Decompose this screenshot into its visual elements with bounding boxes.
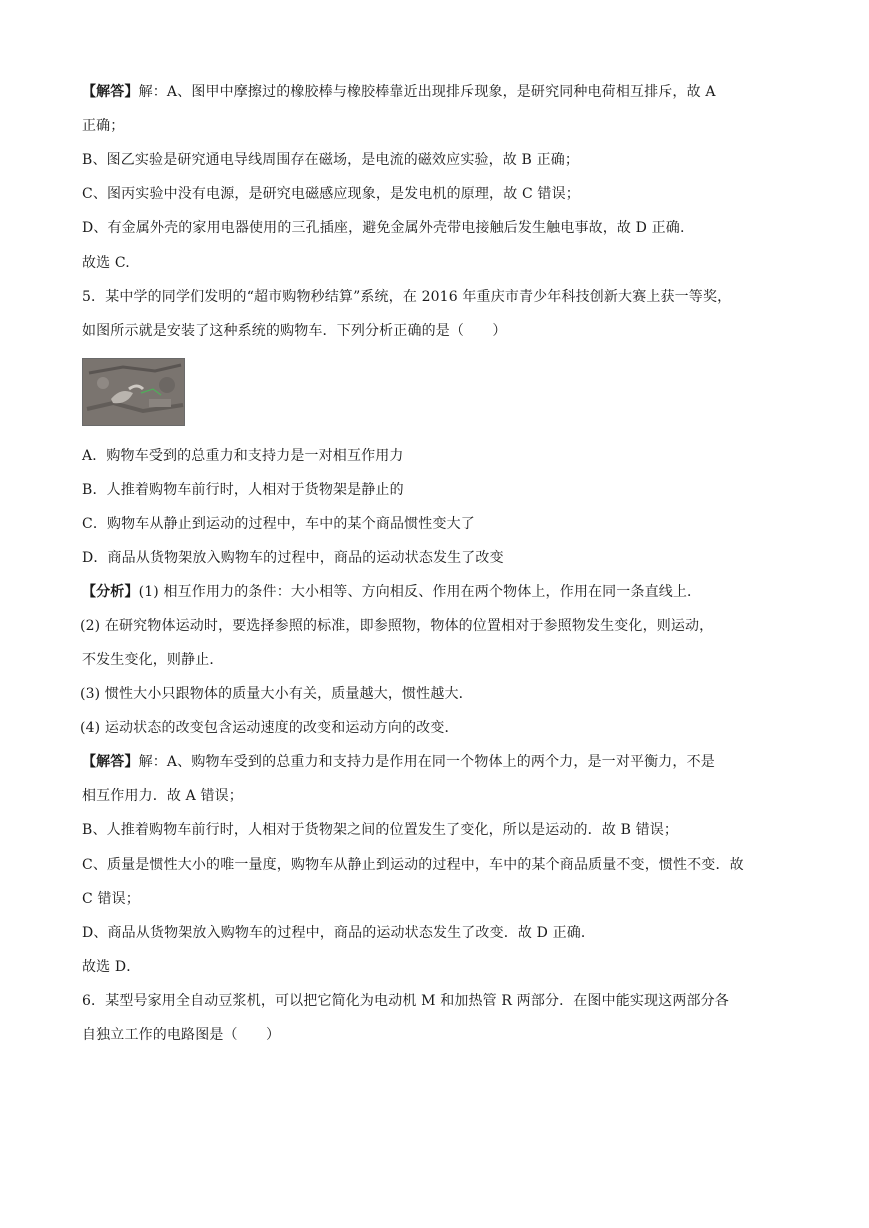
question-5-stem: 5．某中学的同学们发明的“超市购物秒结算”系统，在 2016 年重庆市青少年科技创新大赛上获一等奖，	[82, 289, 732, 305]
analysis-line-1	[82, 582, 701, 602]
analysis-line-2: (2) 在研究物体运动时，要选择参照的标准，即参照物，物体的位置相对于参照物发生变化，则运动，	[80, 618, 714, 634]
analysis-line-3: (3) 惯性大小只跟物体的质量大小有关，质量越大，惯性越大．	[80, 686, 473, 702]
answer-choice: 故选 C.	[82, 255, 130, 271]
solution-line-b: B、人推着购物车前行时，人相对于货物架之间的位置发生了变化，所以是运动的．故 B 错误；	[82, 822, 679, 838]
option-a: A．购物车受到的总重力和支持力是一对相互作用力	[82, 448, 404, 464]
analysis-tag: 【分析】	[82, 584, 139, 600]
option-d: D．商品从货物架放入购物车的过程中，商品的运动状态发生了改变	[82, 550, 504, 566]
solution-line-c-cont: C 错误；	[82, 891, 140, 907]
question-6-stem-cont: 自独立工作的电路图是（ ）	[82, 1027, 281, 1043]
question-6-stem: 6．某型号家用全自动豆浆机，可以把它简化为电动机 M 和加热管 R 两部分．在图中能实现这两部分各	[82, 993, 729, 1009]
question-5-stem-cont: 如图所示就是安装了这种系统的购物车．下列分析正确的是（ ）	[82, 323, 507, 339]
solution-line-d: D、商品从货物架放入购物车的过程中，商品的运动状态发生了改变．故 D 正确．	[82, 925, 596, 941]
analysis-line-2-cont: 不发生变化，则静止．	[82, 652, 224, 668]
solution-line-c: C、质量是惯性大小的唯一量度，购物车从静止到运动的过程中，车中的某个商品质量不变，惯性不变．故	[82, 857, 744, 873]
solution-text: 解：A、购物车受到的总重力和支持力是作用在同一个物体上的两个力，是一对平衡力，不是	[138, 754, 715, 770]
answer-line-d: D、有金属外壳的家用电器使用的三孔插座，避免金属外壳带电接触后发生触电事故，故 D 正确.	[82, 220, 685, 236]
analysis-text: (1) 相互作用力的条件：大小相等、方向相反、作用在两个物体上，作用在同一条直线上．	[138, 584, 702, 600]
analysis-line-4: (4) 运动状态的改变包含运动速度的改变和运动方向的改变．	[80, 720, 459, 736]
answer-text: 解：A、图甲中摩擦过的橡胶棒与橡胶棒靠近出现排斥现象，是研究同种电荷相互排斥，故 A	[138, 84, 716, 100]
answer-line-b: B、图乙实验是研究通电导线周围存在磁场，是电流的磁效应实验，故 B 正确；	[82, 152, 580, 168]
solution-line-a-cont: 相互作用力．故 A 错误；	[82, 788, 243, 804]
solution-line-a	[82, 752, 715, 772]
answer-line-c: C、图丙实验中没有电源，是研究电磁感应现象，是发电机的原理，故 C 错误；	[82, 186, 580, 202]
shopping-cart-image	[83, 359, 185, 426]
answer-line-q4	[82, 82, 716, 102]
option-c: C．购物车从静止到运动的过程中，车中的某个商品惯性变大了	[82, 516, 475, 532]
answer-line-cont: 正确；	[82, 118, 125, 134]
shopping-cart-photo	[82, 358, 185, 426]
solution-tag: 【解答】	[82, 754, 139, 770]
answer-tag: 【解答】	[82, 84, 139, 100]
option-b: B．人推着购物车前行时，人相对于货物架是静止的	[82, 482, 404, 498]
solution-choice: 故选 D．	[82, 959, 141, 975]
